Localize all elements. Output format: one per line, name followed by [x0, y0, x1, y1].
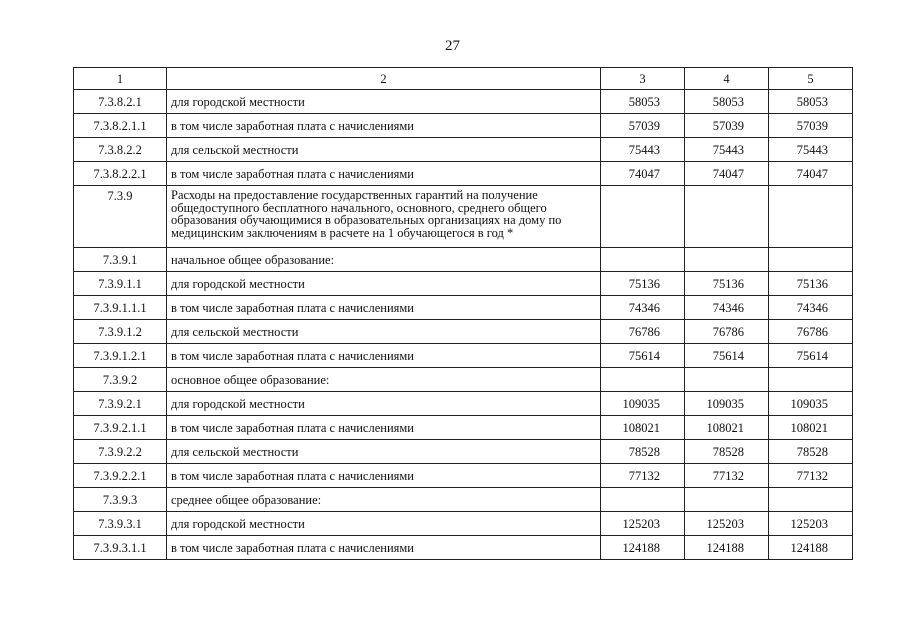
value-col-4-cell [685, 368, 769, 392]
row-name-cell: для городской местности [167, 512, 601, 536]
table-row [74, 114, 853, 138]
value-col-5-cell: 109035 [769, 392, 853, 416]
row-code-cell: 7.3.8.2.2 [74, 138, 167, 162]
table-row [74, 272, 853, 296]
table-row [74, 320, 853, 344]
value-col-3-cell: 125203 [601, 512, 685, 536]
row-code-cell: 7.3.8.2.1.1 [74, 114, 167, 138]
value-col-5-cell: 124188 [769, 536, 853, 560]
value-col-3-cell [601, 488, 685, 512]
row-name-cell: в том числе заработная плата с начислениями [167, 296, 601, 320]
table-row [74, 416, 853, 440]
table-row [74, 536, 853, 560]
table-row [74, 90, 853, 114]
row-code-cell: 7.3.9.1.1 [74, 272, 167, 296]
table-row [74, 488, 853, 512]
value-col-4-cell: 58053 [685, 90, 769, 114]
value-col-5-cell: 108021 [769, 416, 853, 440]
value-col-4-cell: 74047 [685, 162, 769, 186]
value-col-5-cell [769, 248, 853, 272]
value-col-4-cell: 108021 [685, 416, 769, 440]
table-row [74, 392, 853, 416]
row-name-cell: для городской местности [167, 392, 601, 416]
value-col-5-cell: 76786 [769, 320, 853, 344]
value-col-3-cell: 57039 [601, 114, 685, 138]
row-name-cell: для сельской местности [167, 320, 601, 344]
table-row [74, 512, 853, 536]
value-col-4-cell: 57039 [685, 114, 769, 138]
value-col-3-cell: 109035 [601, 392, 685, 416]
value-col-5-cell: 75614 [769, 344, 853, 368]
row-code-cell: 7.3.9.2 [74, 368, 167, 392]
table-row [74, 162, 853, 186]
table-header-row [74, 68, 853, 90]
value-col-4-cell: 74346 [685, 296, 769, 320]
value-col-5-cell: 75443 [769, 138, 853, 162]
value-col-3-cell: 74346 [601, 296, 685, 320]
row-code-cell: 7.3.9.2.2 [74, 440, 167, 464]
row-code-cell: 7.3.8.2.1 [74, 90, 167, 114]
value-col-5-cell: 125203 [769, 512, 853, 536]
row-code-cell: 7.3.9.3.1.1 [74, 536, 167, 560]
budget-table [73, 67, 853, 560]
value-col-5-cell [769, 368, 853, 392]
table-row [74, 296, 853, 320]
row-name-cell: для сельской местности [167, 440, 601, 464]
row-name-cell: среднее общее образование: [167, 488, 601, 512]
row-name-cell: для сельской местности [167, 138, 601, 162]
table-row [74, 464, 853, 488]
value-col-3-cell: 58053 [601, 90, 685, 114]
value-col-5-cell: 58053 [769, 90, 853, 114]
value-col-5-cell: 74346 [769, 296, 853, 320]
row-code-cell: 7.3.9.1.1.1 [74, 296, 167, 320]
value-col-3-cell: 75614 [601, 344, 685, 368]
table-row [74, 186, 853, 248]
column-header: 4 [685, 68, 769, 90]
value-col-3-cell: 75136 [601, 272, 685, 296]
value-col-5-cell [769, 186, 853, 248]
value-col-3-cell: 74047 [601, 162, 685, 186]
row-code-cell: 7.3.9 [74, 186, 167, 248]
table-row [74, 368, 853, 392]
row-code-cell: 7.3.9.3.1 [74, 512, 167, 536]
column-header: 3 [601, 68, 685, 90]
row-name-cell: в том числе заработная плата с начислениями [167, 114, 601, 138]
row-code-cell: 7.3.9.1.2 [74, 320, 167, 344]
value-col-5-cell: 78528 [769, 440, 853, 464]
row-code-cell: 7.3.8.2.2.1 [74, 162, 167, 186]
row-name-cell: в том числе заработная плата с начислениями [167, 536, 601, 560]
value-col-4-cell: 75614 [685, 344, 769, 368]
column-header: 1 [74, 68, 167, 90]
value-col-4-cell: 76786 [685, 320, 769, 344]
value-col-5-cell: 77132 [769, 464, 853, 488]
table-row [74, 440, 853, 464]
value-col-3-cell: 75443 [601, 138, 685, 162]
column-header: 5 [769, 68, 853, 90]
row-code-cell: 7.3.9.1.2.1 [74, 344, 167, 368]
value-col-3-cell [601, 368, 685, 392]
value-col-4-cell: 124188 [685, 536, 769, 560]
value-col-4-cell: 109035 [685, 392, 769, 416]
row-name-cell: в том числе заработная плата с начислениями [167, 162, 601, 186]
row-code-cell: 7.3.9.2.2.1 [74, 464, 167, 488]
value-col-3-cell: 108021 [601, 416, 685, 440]
value-col-4-cell: 125203 [685, 512, 769, 536]
table-row [74, 344, 853, 368]
row-code-cell: 7.3.9.3 [74, 488, 167, 512]
value-col-5-cell: 57039 [769, 114, 853, 138]
row-name-cell: основное общее образование: [167, 368, 601, 392]
value-col-3-cell [601, 186, 685, 248]
table-row [74, 138, 853, 162]
value-col-4-cell [685, 488, 769, 512]
value-col-3-cell [601, 248, 685, 272]
value-col-4-cell: 78528 [685, 440, 769, 464]
value-col-3-cell: 78528 [601, 440, 685, 464]
row-name-cell: в том числе заработная плата с начислениями [167, 344, 601, 368]
row-name-cell: в том числе заработная плата с начислениями [167, 416, 601, 440]
value-col-3-cell: 77132 [601, 464, 685, 488]
value-col-4-cell: 75443 [685, 138, 769, 162]
row-name-cell: для городской местности [167, 272, 601, 296]
value-col-4-cell: 77132 [685, 464, 769, 488]
row-code-cell: 7.3.9.1 [74, 248, 167, 272]
page-number: 27 [445, 38, 460, 54]
row-name-cell: начальное общее образование: [167, 248, 601, 272]
row-name-cell: в том числе заработная плата с начислениями [167, 464, 601, 488]
column-header: 2 [167, 68, 601, 90]
value-col-3-cell: 124188 [601, 536, 685, 560]
row-code-cell: 7.3.9.2.1.1 [74, 416, 167, 440]
table-body [74, 68, 853, 560]
value-col-5-cell: 74047 [769, 162, 853, 186]
value-col-3-cell: 76786 [601, 320, 685, 344]
value-col-5-cell [769, 488, 853, 512]
value-col-5-cell: 75136 [769, 272, 853, 296]
value-col-4-cell: 75136 [685, 272, 769, 296]
row-name-cell: для городской местности [167, 90, 601, 114]
table-row [74, 248, 853, 272]
row-code-cell: 7.3.9.2.1 [74, 392, 167, 416]
value-col-4-cell [685, 248, 769, 272]
value-col-4-cell [685, 186, 769, 248]
row-name-cell: Расходы на предоставление государственных гарантий на получение общедоступного бесплатного начального, основного, среднего общего образования обучающимися в образовательных организациях на дому по медицинским заключениям в расчете на 1 обучающегося в год * [167, 186, 601, 248]
